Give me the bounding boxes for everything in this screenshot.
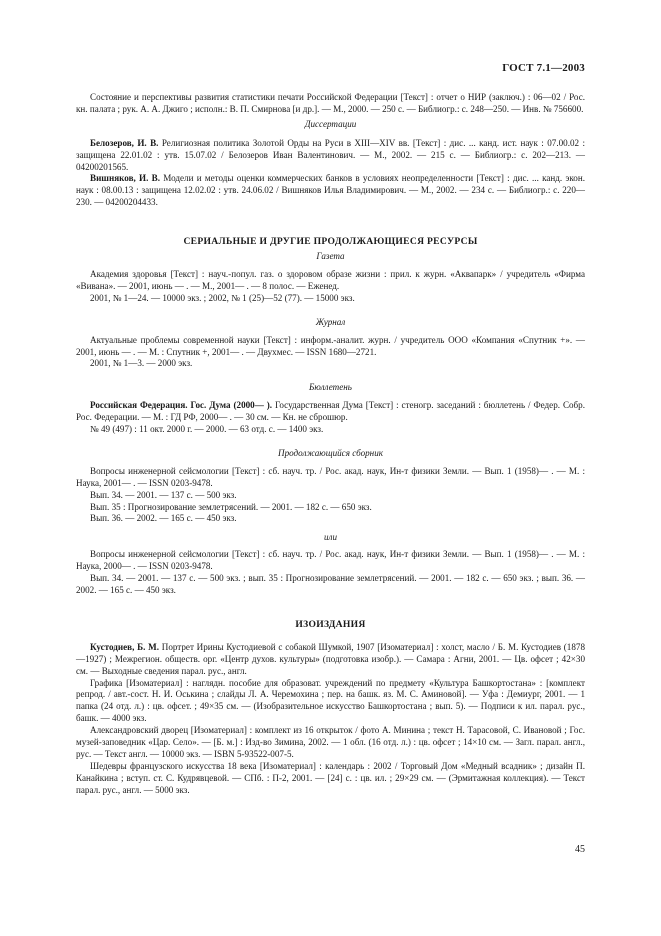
- gazeta-holdings: 2001, № 1—24. — 10000 экз. ; 2002, № 1 (25)—52 (77). — 15000 экз.: [90, 292, 355, 303]
- izo-entry-2: Графика [Изоматериал] : наглядн. пособие для образоват. учреждений по предмету «Культура Башкортостана» : [комплект репрод. / авт.-сост. Н. И. Оськина ; слайды Л. А. Черемохина ; пер. на башк. яз. М. С. Аминовой]. — Уфа : Демиург, 2001. — 1 папка (24 отд. л.) : цв. офсет. ; 49×35 см. — (Изобразительное искусство Башкортостана ; вып. 5). — Подписи к ил. парал. рус., башк. — 4000 экз.: [76, 677, 585, 724]
- section-heading-serials: СЕРИАЛЬНЫЕ И ДРУГИЕ ПРОДОЛЖАЮЩИЕСЯ РЕСУРСЫ: [183, 236, 478, 248]
- alternative-marker: или: [323, 532, 338, 543]
- entry-text: Государственная Дума [Текст] : стеногр. заседаний : бюллетень / Федер. Собр. Рос. Федерации. — М. : ГД РФ, 2000— . — 30 см. — Кн. не сброшюр.: [76, 400, 585, 423]
- byulleten-entry: [76, 400, 585, 424]
- report-entry: Состояние и перспективы развития статистики печати Российской Федерации [Текст] : отчет о НИР (заключ.) : 06—02 / Рос. кн. палата ; рук. А. А. Джиго ; исполн.: В. П. Смирнова [и др.]. — М., 2000. — 250 с. — Библиогр.: с. 248—250. — Инв. № 756600.: [76, 92, 585, 114]
- entry-text: Модели и методы оценки коммерческих банков в условиях неопределенности [Текст] : дис. ... канд. экон. наук : 08.00.13 : защищена 12.02.02 : утв. 24.06.02 / Вишняков Илья Владимирович. — М., 2002. — 234 с. — Библиогр.: с. 220—230. — 04200204433.: [76, 173, 585, 208]
- subheading-dissertations: Диссертации: [304, 118, 357, 129]
- sbornik-issue: Вып. 34. — 2001. — 137 с. — 500 экз.: [90, 489, 237, 500]
- subheading-gazeta: Газета: [316, 251, 345, 262]
- author-name: Белозеров, И. В.: [90, 137, 159, 148]
- zhurnal-entry: Актуальные проблемы современной науки [Текст] : информ.-аналит. журн. / учредитель ООО «Компания «Спутник +». — 2001, июнь — . — М. : Спутник +, 2001— . — Двухмес. — ISSN 1680—2721.: [76, 334, 585, 357]
- sbornik-issue: Вып. 35 : Прогнозирование землетрясений. — 2001. — 182 с. — 650 экз.: [90, 501, 372, 512]
- subheading-zhurnal: Журнал: [315, 316, 346, 327]
- subheading-sbornik: Продолжающийся сборник: [278, 447, 383, 458]
- entry-text: Портрет Ирины Кустодиевой с собакой Шумкой, 1907 [Изоматериал] : холст, масло / Б. М. Кустодиев (1878—1927) ; Межрегион. обществ. орг. «Центр духов. культуры» (подготовка изобр.). — Самара : Агни, 2001. — Цв. офсет ; 42×30 см. — Выходные сведения парал. рус., англ.: [76, 641, 585, 676]
- entry-text: Религиозная политика Золотой Орды на Руси в XIII—XIV вв. [Текст] : дис. ... канд. ист. наук : 07.00.02 : защищена 22.01.02 : утв. 15.07.02 / Белозеров Иван Валентинович. — М., 2002. — 215 с. — Библиогр.: с. 202—213. — 04200201565.: [76, 137, 585, 172]
- byulleten-issue: № 49 (497) : 11 окт. 2000 г. — 2000. — 63 отд. с. — 1400 экз.: [90, 424, 324, 435]
- izo-entry-3: Александровский дворец [Изоматериал] : комплект из 16 открыток / фото А. Минина ; текст Н. Тарасовой, С. Ивановой ; Гос. музей-заповедник «Цар. Село». — [Б. м.] : Изд-во Зимина, 2002. — 1 обл. (16 отд. л.) : цв. офсет ; 14×10 см. — Загл. парал. англ., рус. — Текст англ. — 10000 экз. — ISBN 5-93522-007-5.: [76, 725, 585, 759]
- section-heading-izoizdaniya: ИЗОИЗДАНИЯ: [295, 618, 366, 630]
- gazeta-entry: Академия здоровья [Текст] : науч.-попул. газ. о здоровом образе жизни : прил. к журн. «Аквапарк» / учредитель «Фирма «Вивана». — 2001, июнь — . — М., 2001— . — 8 полос. — Еженед.: [76, 268, 585, 291]
- author-name: Кустодиев, Б. М.: [90, 641, 159, 652]
- dissertation-entry-2: [76, 173, 585, 209]
- corporate-author: Российская Федерация. Гос. Дума (2000— ).: [90, 400, 273, 411]
- sbornik-issues-combined: Вып. 34. — 2001. — 137 с. — 500 экз. ; вып. 35 : Прогнозирование землетрясений. — 2001. — 182 с. — 650 экз. ; вып. 36. — 2002. — 165 с. — 450 экз.: [76, 573, 585, 595]
- page-number: 45: [575, 844, 585, 855]
- izo-entry-4: Шедевры французского искусства 18 века [Изоматериал] : календарь : 2002 / Торговый Дом «Медный всадник» ; дизайн П. Канайкина ; вступ. ст. С. Кудрявцевой. — СПб. : П-2, 2001. — [24] с. : цв. ил. ; 29×29 см. — (Эрмитажная коллекция). — Текст парал. рус., англ. — 5000 экз.: [76, 760, 585, 795]
- sbornik-entry-2: Вопросы инженерной сейсмологии [Текст] : сб. науч. тр. / Рос. акад. наук, Ин-т физики Земли. — Вып. 1 (1958)— . — М. : Наука, 2000— . — ISSN 0203-9478.: [76, 549, 585, 572]
- sbornik-issue: Вып. 36. — 2002. — 165 с. — 450 экз.: [90, 513, 237, 524]
- sbornik-entry-1: Вопросы инженерной сейсмологии [Текст] : сб. науч. тр. / Рос. акад. наук, Ин-т физики Земли. — Вып. 1 (1958)— . — М. : Наука, 2001— . — ISSN 0203-9478.: [76, 465, 585, 488]
- author-name: Вишняков, И. В.: [90, 173, 160, 184]
- subheading-byulleten: Бюллетень: [309, 382, 352, 393]
- dissertation-entry-1: [76, 138, 585, 174]
- standard-header: ГОСТ 7.1—2003: [502, 62, 585, 74]
- zhurnal-holdings: 2001, № 1—3. — 2000 экз.: [90, 358, 193, 369]
- izo-entry-1: [76, 642, 585, 678]
